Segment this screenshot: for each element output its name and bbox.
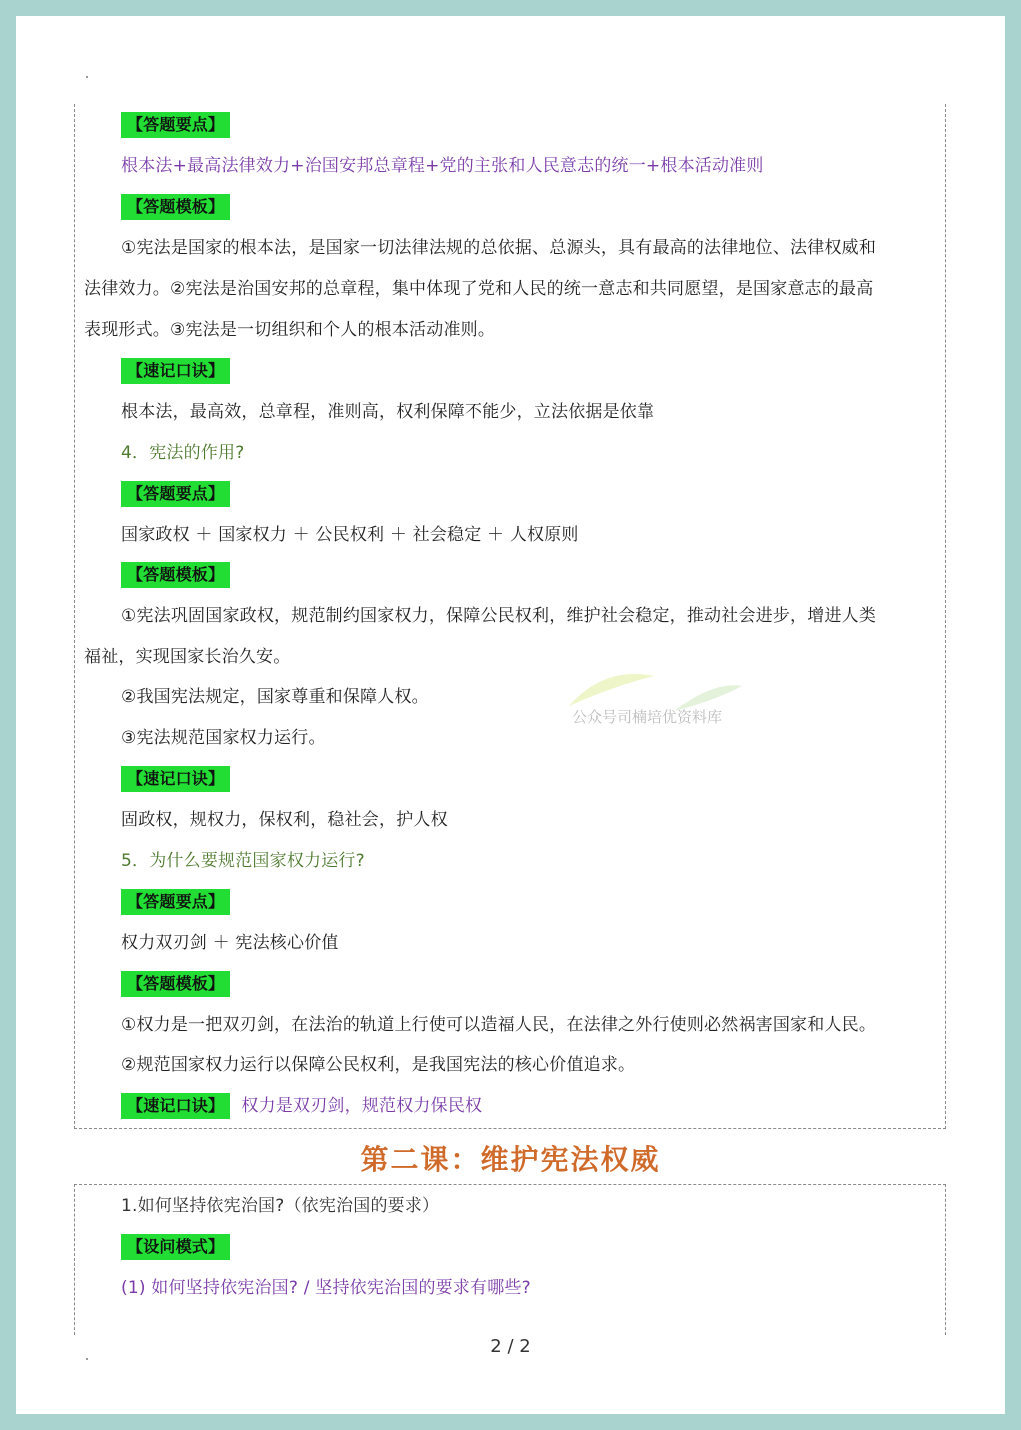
template-line: 表现形式。③宪法是一切组织和个人的根本活动准则。: [84, 320, 496, 340]
section-row: [121, 1093, 482, 1119]
template-line: 福祉，实现国家长治久安。: [84, 647, 291, 667]
tag-answer-points: 【答题要点】: [121, 481, 230, 507]
section-row: [121, 1234, 230, 1260]
template-line: ②规范国家权力运行以保障公民权利，是我国宪法的核心价值追求。: [121, 1055, 636, 1075]
tag-question-mode: 【设问模式】: [121, 1234, 230, 1260]
scan-dot: [86, 1358, 88, 1360]
tag-answer-template: 【答题模板】: [121, 194, 230, 220]
scan-dot: [86, 76, 88, 78]
watermark-text: 公众号司楠培优资料库: [572, 708, 723, 726]
section-row: [121, 194, 230, 220]
memo-text: 权力是双刃剑，规范权力保民权: [241, 1096, 483, 1116]
section-row: [121, 971, 230, 997]
template-line: ①宪法是国家的根本法，是国家一切法律法规的总依据、总源头，具有最高的法律地位、法律权威和: [121, 238, 877, 258]
page-number: 2 / 2: [490, 1336, 531, 1357]
template-line: 法律效力。②宪法是治国安邦的总章程，集中体现了党和人民的统一意志和共同愿望，是国家意志的最高: [84, 279, 874, 299]
document-page: [16, 16, 1005, 1414]
memo-text: 根本法，最高效，总章程，准则高，权利保障不能少，立法依据是依靠: [121, 402, 655, 422]
section-row: [121, 112, 230, 138]
section-row: [121, 889, 230, 915]
answer-points-text: 根本法+最高法律效力+治国安邦总章程+党的主张和人民意志的统一+根本活动准则: [121, 156, 764, 176]
memo-text: 固政权，规权力，保权利，稳社会，护人权: [121, 810, 448, 830]
question-heading: 1.如何坚持依宪治国?（依宪治国的要求）: [121, 1196, 440, 1216]
section-row: [121, 766, 230, 792]
section-row: [121, 481, 230, 507]
template-line: ②我国宪法规定，国家尊重和保障人权。: [121, 687, 429, 707]
lesson-title: 第二课：维护宪法权威: [360, 1143, 661, 1176]
tag-memo: 【速记口诀】: [121, 766, 230, 792]
answer-points-text: 权力双刃剑 ＋ 宪法核心价值: [121, 933, 339, 953]
question-mode-text: (1) 如何坚持依宪治国? / 坚持依宪治国的要求有哪些?: [121, 1278, 531, 1298]
template-line: ③宪法规范国家权力运行。: [121, 728, 326, 748]
tag-answer-points: 【答题要点】: [121, 889, 230, 915]
question-heading: 4．宪法的作用?: [121, 443, 245, 463]
tag-answer-points: 【答题要点】: [121, 112, 230, 138]
section-row: [121, 358, 230, 384]
tag-memo: 【速记口诀】: [121, 358, 230, 384]
tag-answer-template: 【答题模板】: [121, 562, 230, 588]
answer-points-text: 国家政权 ＋ 国家权力 ＋ 公民权利 ＋ 社会稳定 ＋ 人权原则: [121, 525, 579, 545]
section-row: [121, 562, 230, 588]
tag-answer-template: 【答题模板】: [121, 971, 230, 997]
question-heading: 5．为什么要规范国家权力运行?: [121, 851, 365, 871]
template-line: ①权力是一把双刃剑，在法治的轨道上行使可以造福人民，在法律之外行使则必然祸害国家和人民。: [121, 1015, 877, 1035]
template-line: ①宪法巩固国家政权，规范制约国家权力，保障公民权利，维护社会稳定，推动社会进步，增进人类: [121, 606, 877, 626]
tag-memo: 【速记口诀】: [121, 1093, 230, 1119]
